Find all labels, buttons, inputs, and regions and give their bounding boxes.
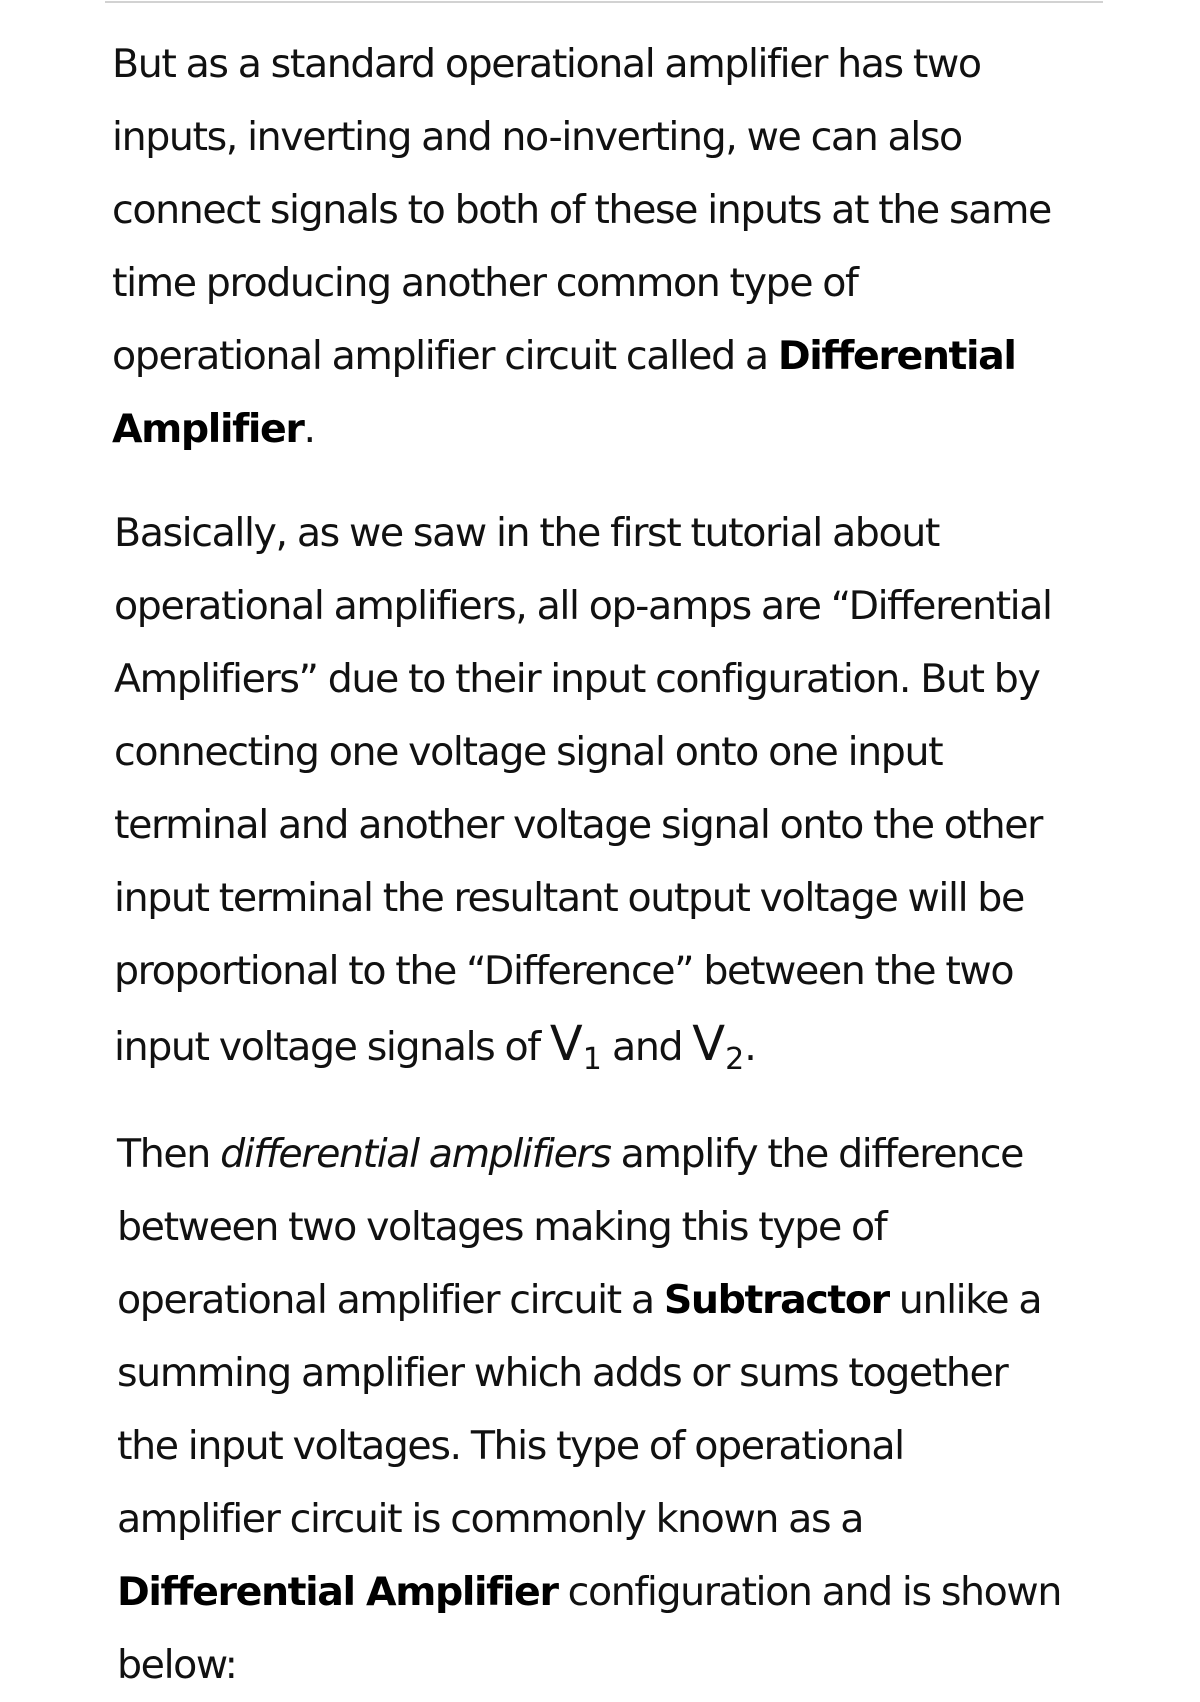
paragraph-2-line: input voltage signals of: [114, 1024, 550, 1070]
paragraph-3-text: Then: [117, 1131, 221, 1177]
period: .: [744, 1024, 756, 1070]
paragraph-3-line: the input voltages. This type of operational: [117, 1423, 904, 1469]
paragraph-3-text: amplify the difference: [610, 1131, 1023, 1177]
paragraph-2: [114, 497, 1114, 1087]
bold-term-subtractor: Subtractor: [663, 1277, 889, 1323]
paragraph-2-line: terminal and another voltage signal onto the other: [114, 802, 1043, 848]
paragraph-3-text: configuration and is shown: [557, 1569, 1061, 1615]
paragraph-1-line: connect signals to both of these inputs at the same: [112, 187, 1051, 233]
bold-term-differential-amplifier: Differential Amplifier: [117, 1569, 558, 1615]
paragraph-2-line: connecting one voltage signal onto one input: [114, 729, 943, 775]
voltage-v1-symbol: V: [549, 1016, 583, 1072]
paragraph-2-line: operational amplifiers, all op-amps are “Differential: [114, 583, 1052, 629]
paragraph-3-line: amplifier circuit is commonly known as a: [117, 1496, 864, 1542]
paragraph-1-line: But as a standard operational amplifier has two: [112, 41, 981, 87]
paragraph-1-line: time producing another common type of: [112, 260, 858, 306]
paragraph-2-line: input terminal the resultant output voltage will be: [114, 875, 1024, 921]
paragraph-3-line: between two voltages making this type of: [117, 1204, 887, 1250]
paragraph-2-line: Basically, as we saw in the first tutorial about: [114, 510, 939, 556]
paragraph-2-line: proportional to the “Difference” between the two: [114, 948, 1014, 994]
and-text: and: [601, 1024, 693, 1070]
article-body: [112, 28, 1112, 1702]
paragraph-3-line: summing amplifier which adds or sums together: [117, 1350, 1008, 1396]
paragraph-1-line: operational amplifier circuit called a: [112, 333, 778, 379]
paragraph-3-line: below:: [117, 1642, 237, 1688]
paragraph-3-text: operational amplifier circuit a: [117, 1277, 664, 1323]
voltage-v1-subscript: 1: [582, 1042, 602, 1077]
paragraph-3: [117, 1118, 1117, 1702]
bold-term-amplifier: Amplifier: [112, 406, 304, 452]
paragraph-1: [112, 28, 1112, 466]
bold-term-differential: Differential: [777, 333, 1016, 379]
period: .: [303, 406, 315, 452]
top-divider: [105, 1, 1103, 3]
italic-term-differential-amplifiers: differential amplifiers: [220, 1131, 611, 1177]
paragraph-1-line: inputs, inverting and no-inverting, we can also: [112, 114, 962, 160]
paragraph-3-text: unlike a: [888, 1277, 1042, 1323]
voltage-v2-symbol: V: [692, 1016, 726, 1072]
voltage-v2-subscript: 2: [725, 1042, 745, 1077]
paragraph-2-line: Amplifiers” due to their input configuration. But by: [114, 656, 1040, 702]
